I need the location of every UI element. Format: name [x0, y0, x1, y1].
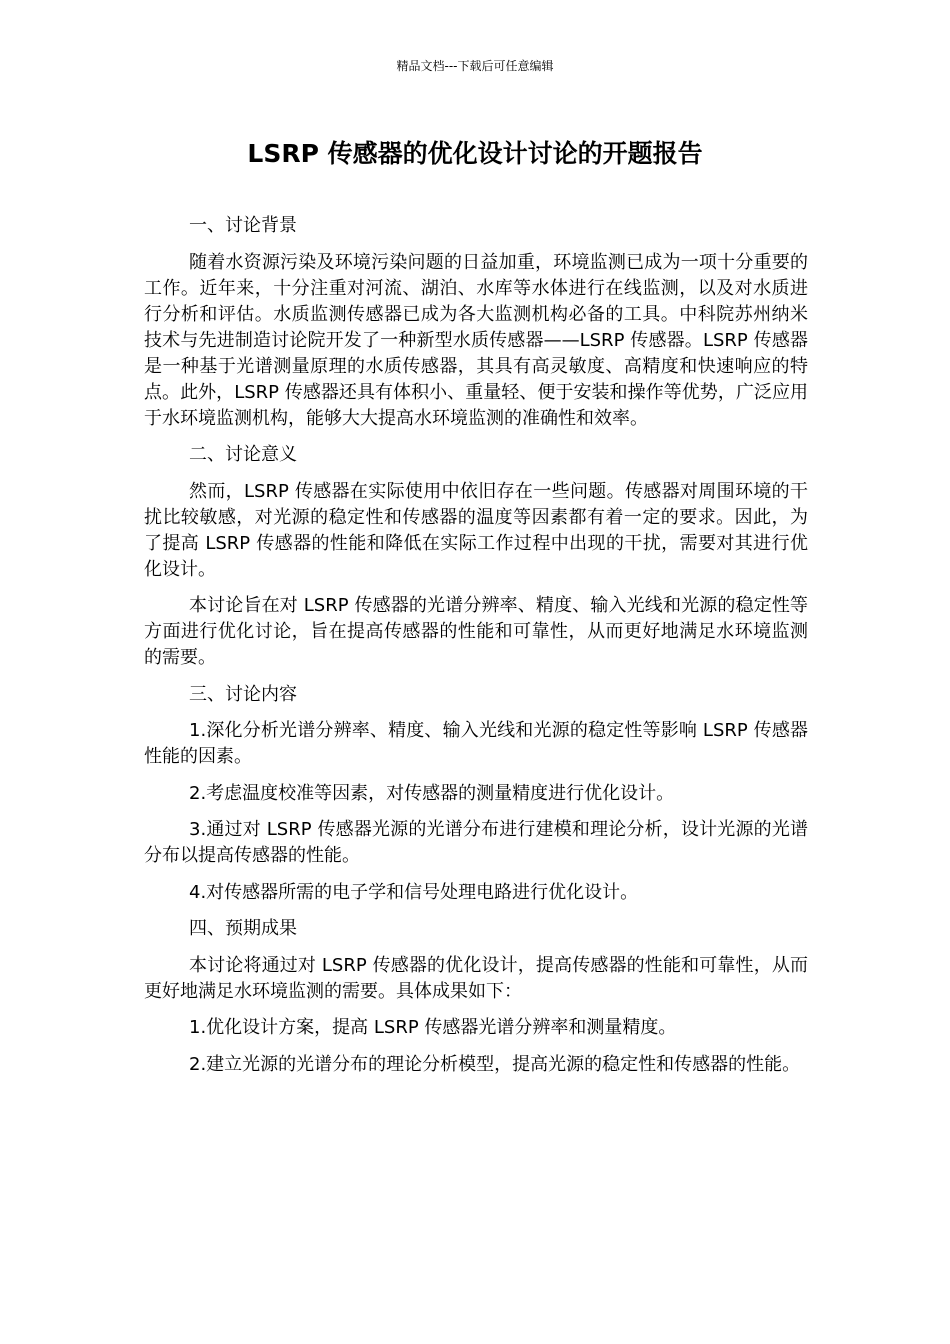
list-item-content-1: 1.深化分析光谱分辨率、精度、输入光线和光源的稳定性等影响 LSRP 传感器性能的因素。 [144, 720, 808, 767]
section-heading-outcomes: 四、预期成果 [189, 918, 297, 939]
document-body [144, 213, 808, 1088]
paragraph-significance-2: 本讨论旨在对 LSRP 传感器的光谱分辨率、精度、输入光线和光源的稳定性等方面进行优化讨论，旨在提高传感器的性能和可靠性，从而更好地满足水环境监测的需要。 [144, 595, 808, 668]
page-header-watermark: 精品文档---下载后可任意编辑 [396, 59, 554, 73]
list-item-outcome-2: 2.建立光源的光谱分布的理论分析模型，提高光源的稳定性和传感器的性能。 [189, 1053, 801, 1075]
list-item-outcome-1: 1.优化设计方案，提高 LSRP 传感器光谱分辨率和测量精度。 [189, 1017, 677, 1038]
paragraph-outcomes: 本讨论将通过对 LSRP 传感器的优化设计，提高传感器的性能和可靠性，从而更好地满足水环境监测的需要。具体成果如下： [144, 954, 808, 1002]
list-item-content-2: 2.考虑温度校准等因素，对传感器的测量精度进行优化设计。 [189, 782, 675, 804]
document-title: LSRP 传感器的优化设计讨论的开题报告 [247, 139, 703, 168]
list-item-content-4: 4.对传感器所需的电子学和信号处理电路进行优化设计。 [189, 881, 639, 903]
section-heading-background: 一、讨论背景 [189, 215, 297, 236]
section-heading-content: 三、讨论内容 [189, 683, 297, 705]
paragraph-significance-1: 然而，LSRP 传感器在实际使用中依旧存在一些问题。传感器对周围环境的干扰比较敏感，对光源的稳定性和传感器的温度等因素都有着一定的要求。因此，为了提高 LSRP 传感器的性能和降低在实际工作过程中出现的干扰，需要对其进行优化设计。 [144, 480, 808, 580]
paragraph-background: 随着水资源污染及环境污染问题的日益加重，环境监测已成为一项十分重要的工作。近年来，十分注重对河流、湖泊、水库等水体进行在线监测，以及对水质进行分析和评估。水质监测传感器已成为各大监测机构必备的工具。中科院苏州纳米技术与先进制造讨论院开发了一种新型水质传感器——LSRP 传感器。LSRP 传感器是一种基于光谱测量原理的水质传感器，其具有高灵敏度、高精度和快速响应的特点。此外，LSRP 传感器还具有体积小、重量轻、便于安装和操作等优势，广泛应用于水环境监测机构，能够大大提高水环境监测的准确性和效率。 [144, 251, 808, 429]
list-item-content-3: 3.通过对 LSRP 传感器光源的光谱分布进行建模和理论分析，设计光源的光谱分布以提高传感器的性能。 [144, 819, 808, 866]
section-heading-significance: 二、讨论意义 [189, 444, 297, 465]
